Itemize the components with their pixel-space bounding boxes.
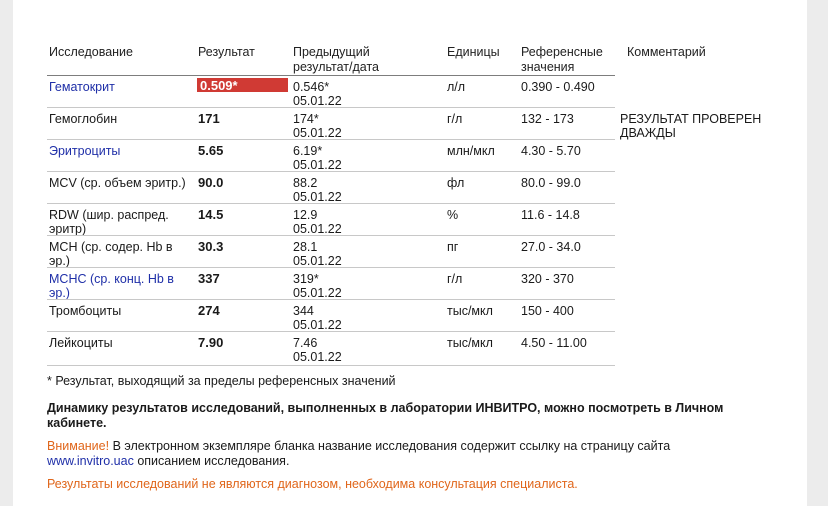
header-units: Единицы [447, 45, 500, 59]
table-row [47, 299, 615, 332]
previous-result: 88.2 05.01.22 [293, 176, 342, 204]
previous-result: 0.546* 05.01.22 [293, 80, 342, 108]
reference-range: 0.390 - 0.490 [521, 80, 595, 94]
reference-range: 132 - 173 [521, 112, 574, 126]
units: г/л [447, 112, 463, 126]
attention-text: В электронном экземпляре бланка название исследования содержит ссылку на страницу сайта [112, 439, 671, 453]
header-previous: Предыдущий результат/дата [293, 45, 379, 74]
previous-result: 6.19* 05.01.22 [293, 144, 342, 172]
result-value: 5.65 [198, 143, 224, 158]
disclaimer: Результаты исследований не являются диагнозом, необходима консультация специалиста. [47, 477, 578, 491]
reference-range: 27.0 - 34.0 [521, 240, 581, 254]
test-name-link[interactable]: Гематокрит [49, 80, 115, 94]
header-comment: Комментарий [627, 45, 706, 59]
result-value: 90.0 [198, 175, 224, 190]
table-row [47, 75, 615, 108]
reference-range: 150 - 400 [521, 304, 574, 318]
reference-range: 4.30 - 5.70 [521, 144, 581, 158]
header-test: Исследование [49, 45, 133, 59]
units: л/л [447, 80, 466, 94]
test-name: Лейкоциты [49, 336, 113, 350]
table-row [47, 139, 615, 172]
table-row [47, 235, 615, 268]
test-name-link[interactable]: Эритроциты [49, 144, 121, 158]
result-value: 337 [198, 271, 220, 286]
table-bottom-divider [47, 365, 615, 366]
attention-text-after: описанием исследования. [137, 454, 290, 468]
result-value: 171 [198, 111, 220, 126]
result-value: 274 [198, 303, 220, 318]
table-row [47, 107, 762, 140]
previous-result: 319* 05.01.22 [293, 272, 342, 300]
reference-range: 11.6 - 14.8 [521, 208, 580, 222]
table-row [47, 267, 615, 300]
units: % [447, 208, 459, 222]
header-result: Результат [198, 45, 255, 59]
test-name: Гемоглобин [49, 112, 118, 126]
test-name: MCV (ср. объем эритр.) [49, 176, 186, 190]
footnote: * Результат, выходящий за пределы референсных значений [47, 374, 396, 388]
units: пг [447, 240, 459, 254]
test-name: Тромбоциты [49, 304, 122, 318]
previous-result: 28.1 05.01.22 [293, 240, 342, 268]
result-value-flagged: 0.509* [197, 78, 288, 92]
table-row [47, 331, 615, 364]
results-sheet [13, 0, 807, 506]
test-name: RDW (шир. распред. эритр) [49, 208, 169, 236]
table-row [47, 203, 615, 236]
attention-label: Внимание! [47, 439, 110, 453]
result-value: 14.5 [198, 207, 224, 222]
comment: РЕЗУЛЬТАТ ПРОВЕРЕН ДВАЖДЫ [620, 112, 762, 140]
previous-result: 344 05.01.22 [293, 304, 342, 332]
reference-range: 4.50 - 11.00 [521, 336, 587, 350]
units: г/л [447, 272, 463, 286]
units: тыс/мкл [447, 336, 493, 350]
result-value: 7.90 [198, 335, 224, 350]
previous-result: 7.46 05.01.22 [293, 336, 342, 364]
units: фл [447, 176, 465, 190]
reference-range: 80.0 - 99.0 [521, 176, 581, 190]
previous-result: 174* 05.01.22 [293, 112, 342, 140]
units: тыс/мкл [447, 304, 493, 318]
previous-result: 12.9 05.01.22 [293, 208, 342, 236]
table-row [47, 171, 615, 204]
site-link[interactable]: www.invitro.uac [47, 454, 134, 468]
test-name-link[interactable]: MCHC (ср. конц. Hb в эр.) [49, 272, 174, 300]
attention-note [47, 439, 747, 469]
result-value: 30.3 [198, 239, 224, 254]
dynamics-note: Динамику результатов исследований, выполненных в лаборатории ИНВИТРО, можно посмотреть в Личном кабинете. [47, 401, 724, 430]
units: млн/мкл [447, 144, 495, 158]
reference-range: 320 - 370 [521, 272, 574, 286]
test-name: MCH (ср. содер. Hb в эр.) [49, 240, 173, 268]
header-reference: Референсные значения [521, 45, 603, 74]
